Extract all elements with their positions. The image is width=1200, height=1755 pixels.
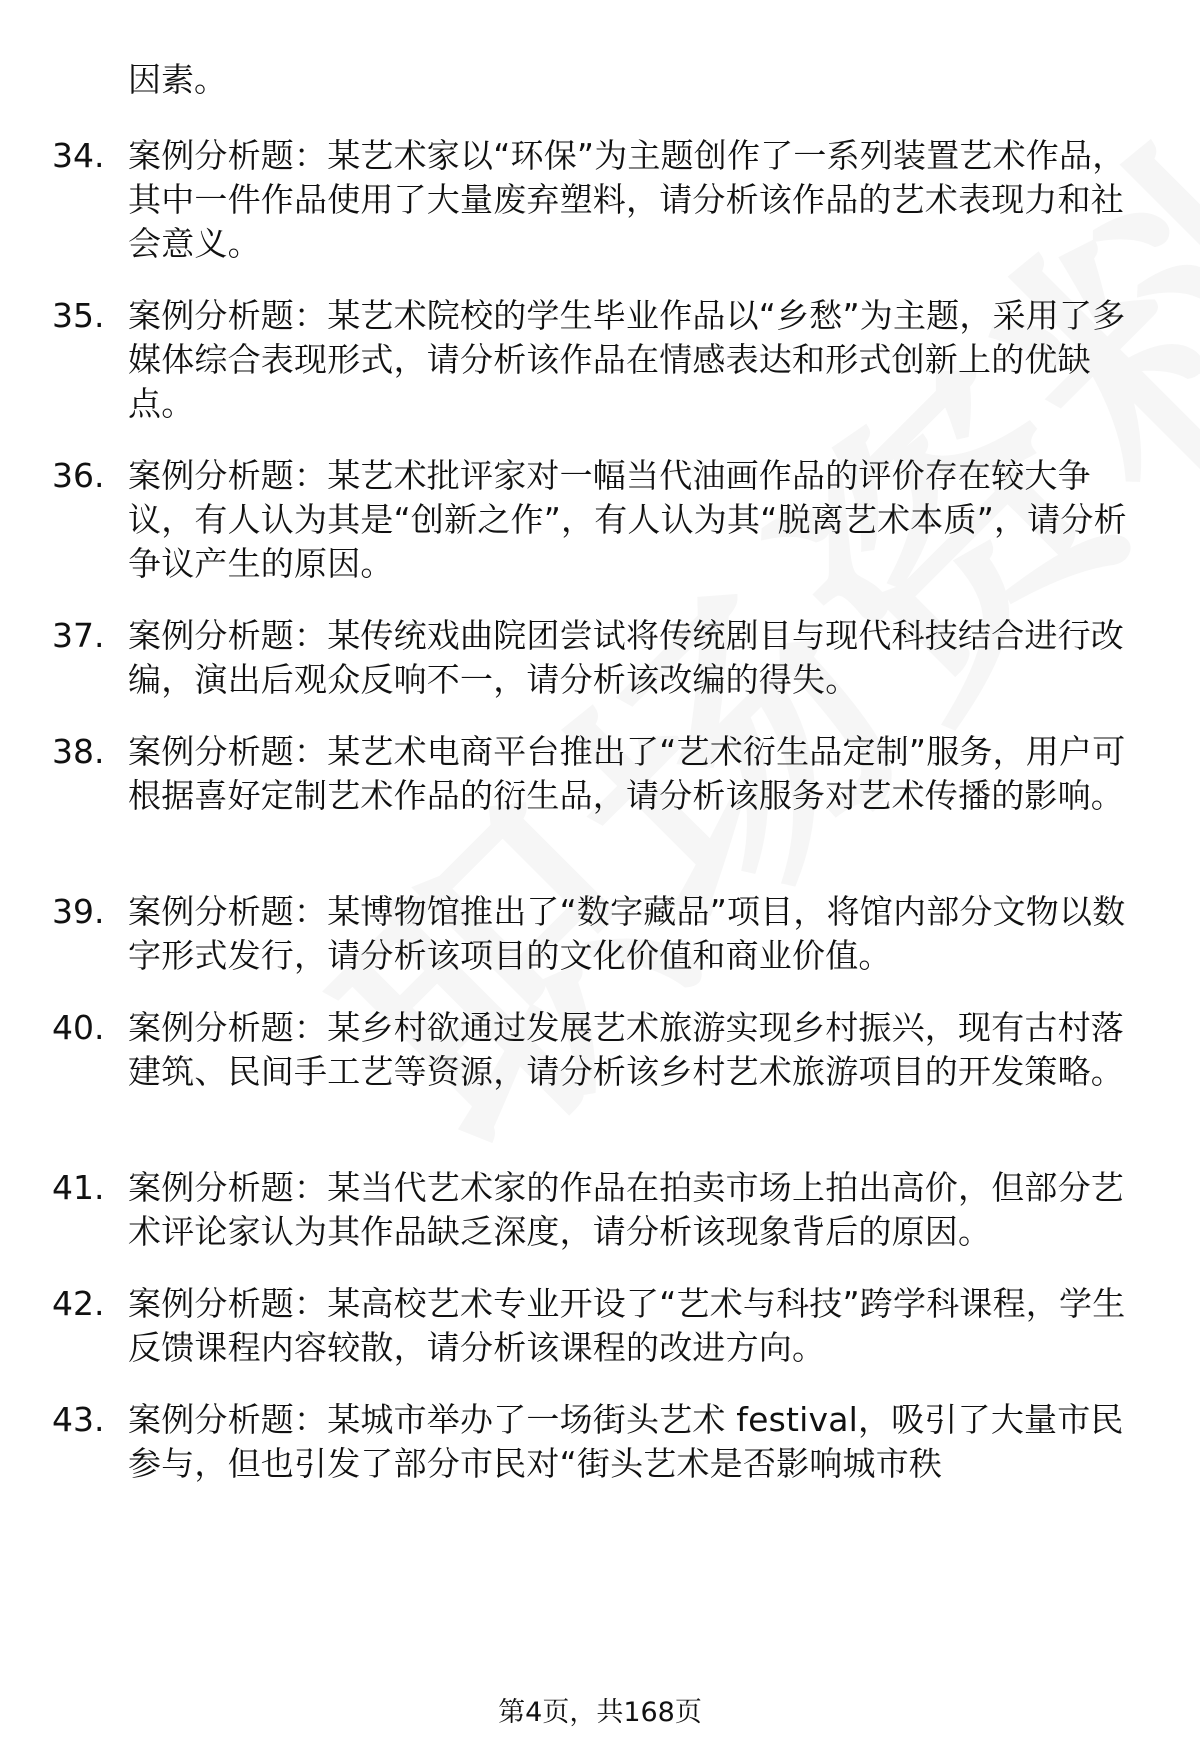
previous-question-continuation: 因素。 xyxy=(128,60,227,99)
question-text: 案例分析题：某艺术批评家对一幅当代油画作品的评价存在较大争议，有人认为其是“创新之作”，有人认为其“脱离艺术本质”，请分析争议产生的原因。 xyxy=(128,456,1127,583)
question-text: 案例分析题：某高校艺术专业开设了“艺术与科技”跨学科课程，学生反馈课程内容较散，请分析该课程的改进方向。 xyxy=(128,1284,1126,1367)
question-text: 案例分析题：某艺术院校的学生毕业作品以“乡愁”为主题，采用了多媒体综合表现形式，请分析该作品在情感表达和形式创新上的优缺点。 xyxy=(128,296,1126,423)
question-number: 42. xyxy=(52,1284,105,1323)
question-number: 35. xyxy=(52,296,105,335)
question-number: 43. xyxy=(52,1400,105,1439)
question-number: 40. xyxy=(52,1008,105,1047)
question-number: 41. xyxy=(52,1168,105,1207)
question-text: 案例分析题：某艺术家以“环保”为主题创作了一系列装置艺术作品，其中一件作品使用了大量废弃塑料，请分析该作品的艺术表现力和社会意义。 xyxy=(128,136,1126,263)
question-number: 39. xyxy=(52,892,105,931)
question-text: 案例分析题：某当代艺术家的作品在拍卖市场上拍出高价，但部分艺术评论家认为其作品缺乏深度，请分析该现象背后的原因。 xyxy=(128,1168,1124,1251)
question-text: 案例分析题：某乡村欲通过发展艺术旅游实现乡村振兴，现有古村落建筑、民间手工艺等资源，请分析该乡村艺术旅游项目的开发策略。 xyxy=(128,1008,1124,1091)
question-number: 34. xyxy=(52,136,105,175)
page-footer: 第4页，共168页 xyxy=(498,1697,702,1728)
question-number: 38. xyxy=(52,732,105,771)
question-number: 37. xyxy=(52,616,105,655)
question-text: 案例分析题：某艺术电商平台推出了“艺术衍生品定制”服务，用户可根据喜好定制艺术作品的衍生品，请分析该服务对艺术传播的影响。 xyxy=(128,732,1126,815)
question-number: 36. xyxy=(52,456,105,495)
question-text: 案例分析题：某博物馆推出了“数字藏品”项目，将馆内部分文物以数字形式发行，请分析该项目的文化价值和商业价值。 xyxy=(128,892,1126,975)
question-text: 案例分析题：某城市举办了一场街头艺术 festival，吸引了大量市民参与，但也引发了部分市民对“街头艺术是否影响城市秩 xyxy=(128,1400,1124,1483)
question-text: 案例分析题：某传统戏曲院团尝试将传统剧目与现代科技结合进行改编，演出后观众反响不一，请分析该改编的得失。 xyxy=(128,616,1124,699)
